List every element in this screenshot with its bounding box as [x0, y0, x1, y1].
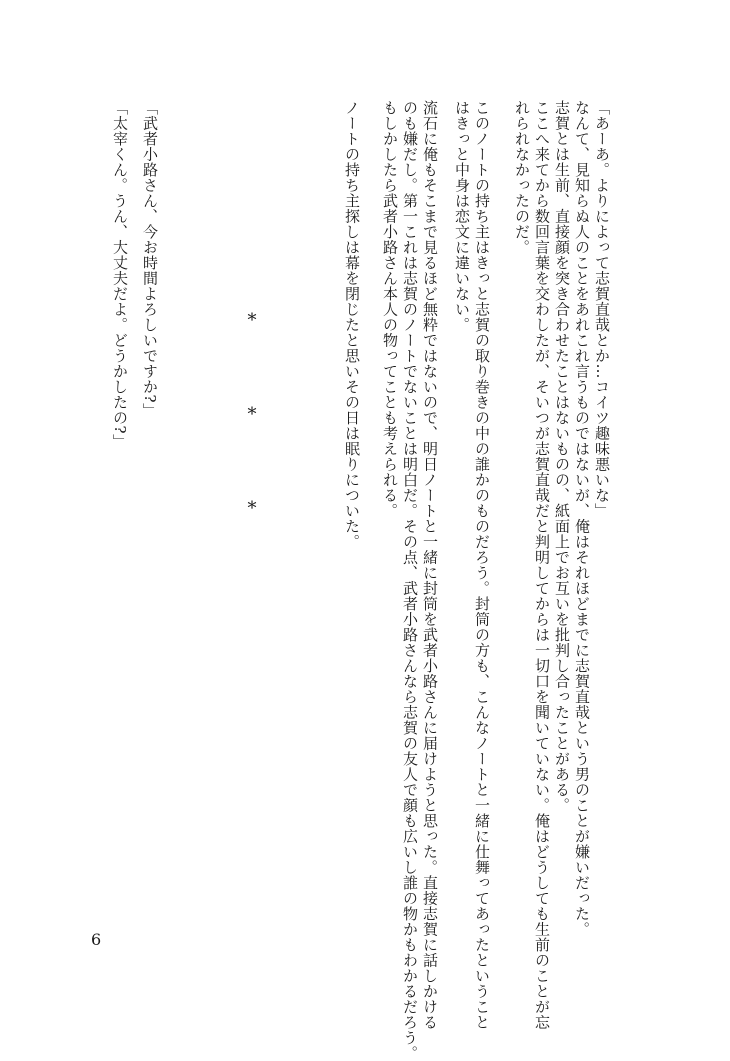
dialogue-column-2: 「太宰くん。うん、大丈夫だよ。どうかしたの?」	[111, 100, 129, 450]
text-column-7: はきっと中身は恋文に違いない。	[453, 100, 471, 333]
section-separator-asterisk: *	[247, 498, 257, 519]
text-column-3: 志賀とは生前、直接顔を突き合わせたことはないものの、紙面上でお互いを批判し合ったことがある。	[553, 100, 571, 813]
text-column-1: 「あーあ。よりによって志賀直哉とか…コイツ趣味悪いな」	[593, 100, 611, 519]
dialogue-column-1: 「武者小路さん、今お時間よろしいですか?」	[141, 100, 159, 419]
section-separator-asterisk: *	[247, 404, 257, 425]
text-column-4: ここへ来てから数回言葉を交わしたが、そいつが志賀直哉だと判明してからは一切口を聞いていない。俺はどうしても生前のことが忘	[533, 100, 551, 1030]
text-column-10: もしかしたら武者小路さん本人の物ってことも考えられる。	[381, 100, 399, 519]
text-column-5: れられなかったのだ。	[513, 100, 531, 255]
text-column-8: 流石に俺もそこまで見るほど無粋ではないので、明日ノートと一緒に封筒を武者小路さんに届けようと思った。直接志賀に話しかける	[421, 100, 439, 1030]
page-number: 6	[91, 930, 102, 949]
text-column-2: なんて、見知らぬ人のことをあれこれ言うものではないが、俺はそれほどまでに志賀直哉という男のことが嫌いだった。	[573, 100, 591, 937]
text-column-9: のも嫌だし。第一これは志賀のノートでないことは明白だ。その点、武者小路さんなら志賀の友人で顔も広いし誰の物かもわかるだろう。	[401, 100, 419, 1061]
text-column-6: このノートの持ち主はきっと志賀の取り巻きの中の誰かのものだろう。封筒の方も、こんなノートと一緒に仕舞ってあったということ	[473, 100, 491, 1030]
section-separator-asterisk: *	[247, 310, 257, 331]
text-column-11: ノートの持ち主探しは幕を閉じたと思いその日は眠りについた。	[343, 100, 361, 550]
